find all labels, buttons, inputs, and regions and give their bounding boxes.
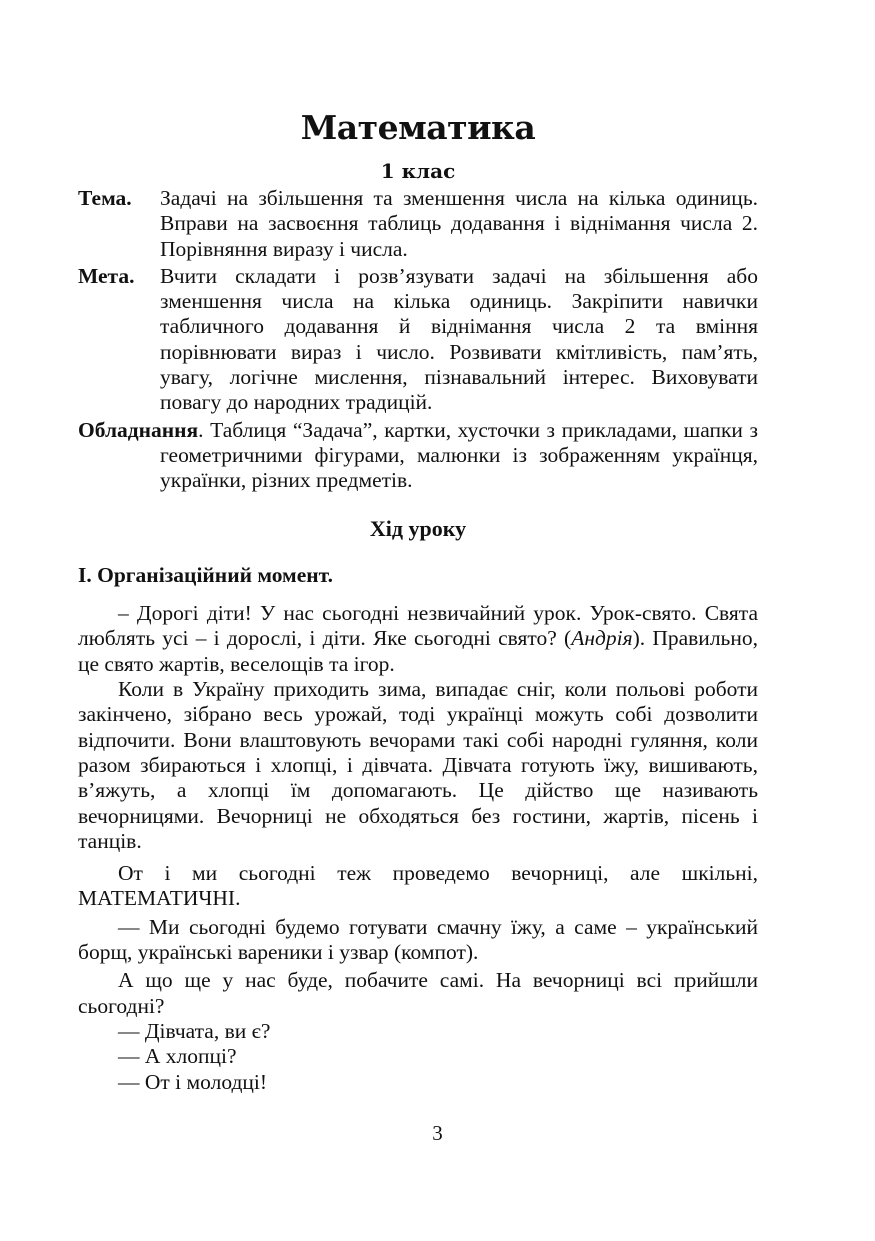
topic-label: Тема. — [78, 186, 132, 210]
paragraph-food: — Ми сьогодні будемо готувати смачну їжу, а саме – український борщ, українські вареники і узвар (компот). — [78, 914, 758, 965]
page-title: Математика — [300, 108, 536, 147]
paragraph-surprise: А що ще у нас буде, побачите самі. На вечорниці всі прийшли сьогодні? — [78, 968, 758, 1018]
page-number: 3 — [432, 1121, 443, 1145]
document-page — [78, 100, 758, 1095]
paragraph-vechornytsi: От і ми сьогодні теж проведемо вечорниці, але шкільні, МАТЕМАТИЧНІ. — [78, 861, 758, 911]
goal-block — [78, 264, 758, 416]
lesson-heading: Хід уроку — [369, 515, 467, 541]
equipment-block — [78, 418, 758, 494]
goal-text: Вчити складати і розв’язувати задачі на збільшення або зменшення числа на кілька одиниць. Закріпити навички табличного додавання й віднімання числа 2 та вміння порівнювати вираз і число. Розвивати кмітливість, пам’ять, увагу, логічне мислення, пізнавальний інтерес. Виховувати повагу до народних традицій. — [160, 263, 758, 415]
paragraph-greeting-after: ). Правильно, це свято жартів, веселощів та ігор. — [78, 626, 758, 676]
paragraph-greeting — [78, 601, 758, 677]
equipment-text: . Таблиця “Задача”, картки, хусточки з прикладами, шапки з геометричними фігурами, малюнки із зображенням українця, українки, різних предметів. — [160, 417, 758, 493]
paragraph-girls: — Дівчата, ви є? — [118, 1018, 271, 1043]
paragraph-well-done: — От і молодці! — [118, 1069, 268, 1094]
part-heading-organizational: І. Організаційний момент. — [78, 562, 333, 587]
equipment-label: Обладнання — [78, 417, 199, 442]
goal-label: Мета. — [78, 263, 135, 288]
paragraph-greeting-answer: Андрія — [571, 626, 633, 651]
paragraph-greeting-before: – Дорогі діти! У нас сьогодні незвичайний урок. Урок-свято. Свята люблять усі – і дорослі, і діти. Яке сьогодні свято? ( — [78, 601, 758, 651]
paragraph-winter: Коли в Україну приходить зима, випадає сніг, коли польові роботи закінчено, зібрано весь урожай, тоді українці можуть собі дозволити відпочити. Вони влаштовують вечорами такі собі народні гуляння, коли разом збираються і хлопці, і дівчата. Дівчата готують їжу, вишивають, в’яжуть, а хлопці їм допомагають. Це дійство ще називають вечорницями. Вечорниці не обходяться без гостини, жартів, пісень і танців. — [78, 677, 758, 853]
topic-text: Задачі на збільшення та зменшення числа на кілька одиниць. Вправи на засвоєння таблиць додавання і віднімання числа 2. Порівняння виразу і числа. — [160, 186, 758, 261]
page-subtitle: 1 клас — [380, 159, 456, 183]
paragraph-boys: — А хлопці? — [118, 1044, 237, 1069]
topic-block — [78, 186, 758, 262]
